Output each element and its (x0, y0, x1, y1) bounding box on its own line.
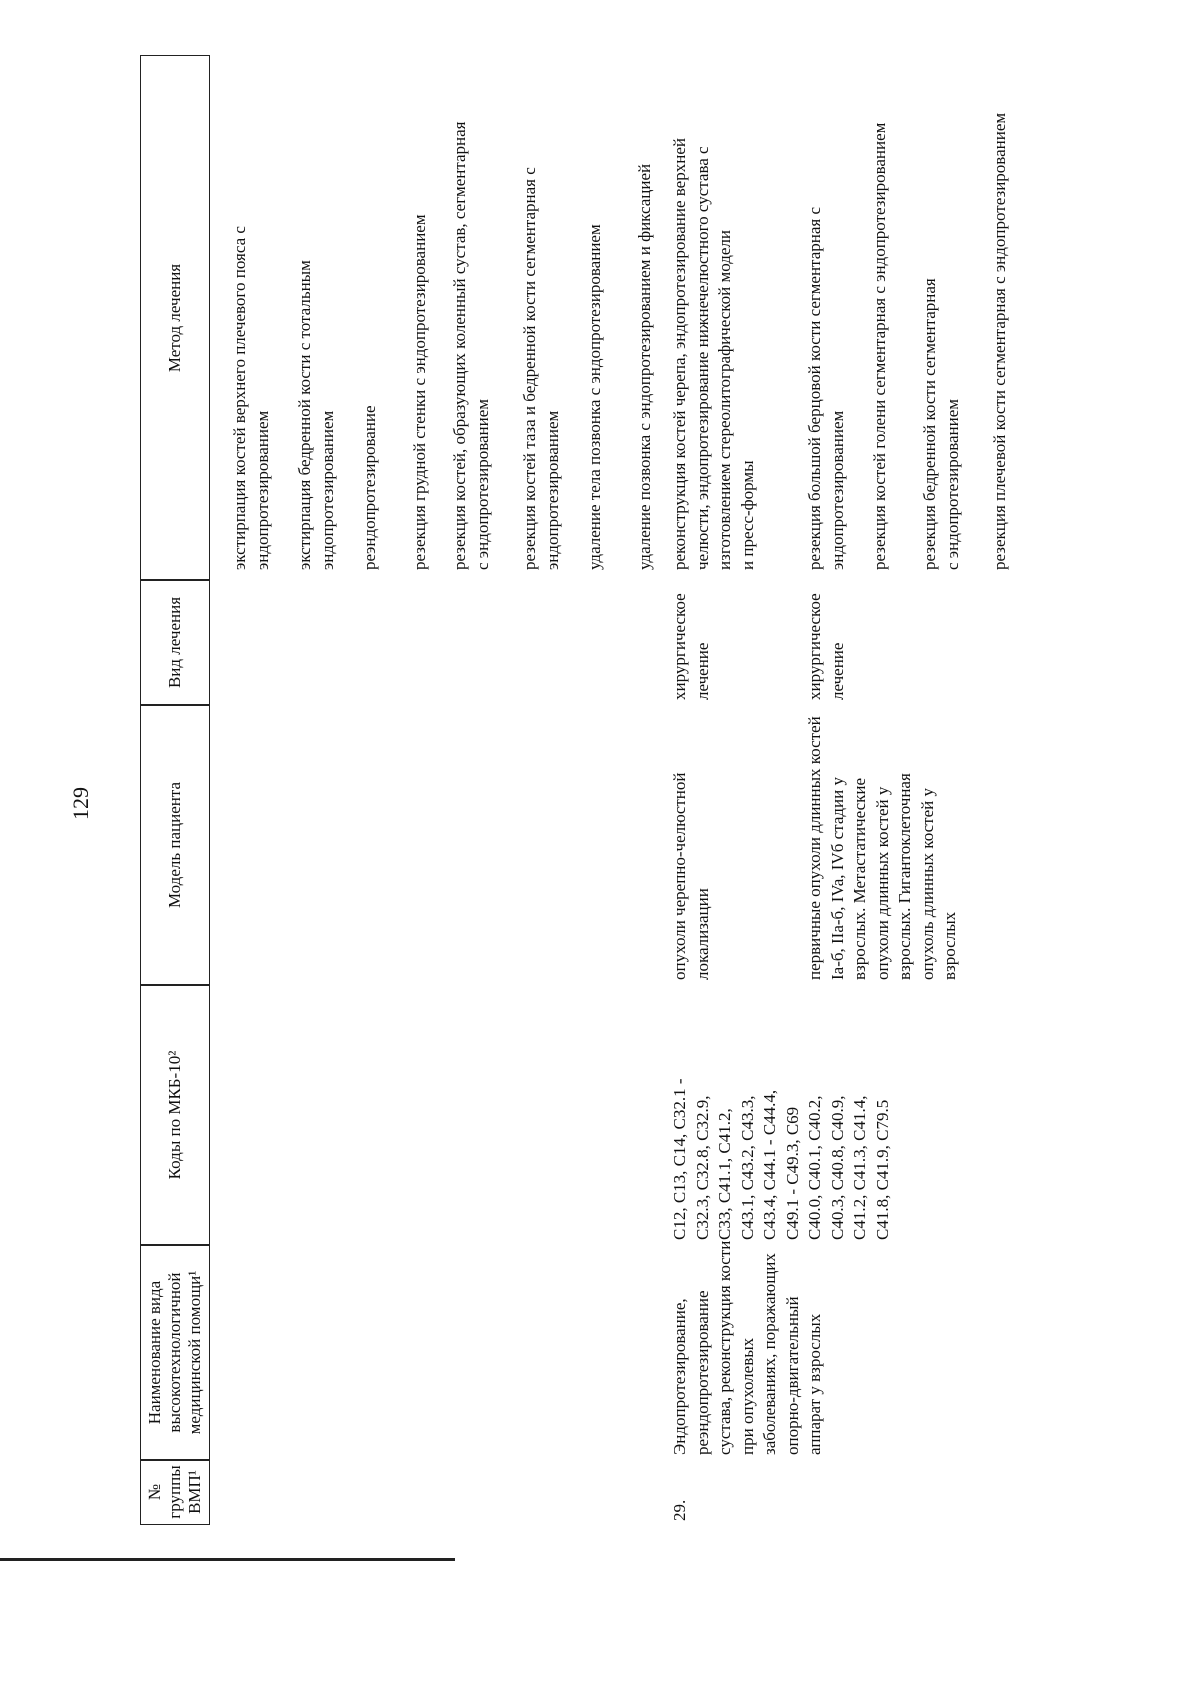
method-cell: резекция костей таза и бедренной кости сегментарная с эндопротезированием (520, 167, 562, 570)
method-cell: экстирпация костей верхнего плечевого пояса с эндопротезированием (230, 226, 272, 570)
model-cell: опухоли черепно-челюстной локализации (670, 772, 712, 980)
header-num: № группы ВМП¹ (140, 1459, 210, 1525)
method-cell: резекция большой берцовой кости сегментарная с эндопротезированием (805, 207, 847, 570)
method-cell: реконструкция костей черепа, эндопротезирование верхней челюсти, эндопротезирование нижнечелюстного сустава с изготовлением стереолитографической модели и пресс-формы (670, 138, 757, 570)
header-codes: Коды по МКБ-10² (140, 984, 210, 1246)
method-cell: экстирпация бедренной кости с тотальным эндопротезированием (295, 260, 337, 570)
method-cell: резекция бедренной кости сегментарная с эндопротезированием (920, 278, 962, 570)
method-cell: резекция плечевой кости сегментарная с эндопротезированием (990, 112, 1009, 570)
page-number: 129 (68, 787, 93, 820)
method-cell: резекция костей, образующих коленный сустав, сегментарная с эндопротезированием (450, 121, 492, 570)
method-cell: удаление тела позвонка с эндопротезированием (585, 224, 604, 570)
method-cell: реэндопротезирование (360, 405, 379, 570)
method-cell: резекция грудной стенки с эндопротезированием (410, 214, 429, 570)
header-method: Метод лечения (140, 55, 210, 581)
header-name: Наименование вида высокотехнологичной медицинской помощи¹ (140, 1244, 210, 1461)
group-name: Эндопротезирование, реэндопротезирование сустава, реконструкция кости при опухолевых заболеваниях, поражающих опорно-двигательный аппарат у взрослых (670, 1240, 824, 1455)
kind-cell: хирургическое лечение (805, 593, 847, 700)
codes-cell: C40.0, C40.1, C40.2, C40.3, C40.8, C40.9, C41.2, C41.3, C41.4, C41.8, C41.9, C79.5 (805, 1095, 892, 1240)
group-number: 29. (670, 1499, 689, 1521)
codes-cell: C12, C13, C14, C32.1 - C32.3, C32.8, C32.9, C33, C41.1, C41.2, C43.1, C43.2, C43.3, C43.4, C44.1 - C44.4, C49.1 - C49.3, C69 (670, 1078, 802, 1240)
method-cell: резекция костей голени сегментарная с эндопротезированием (870, 122, 889, 570)
header-kind: Вид лечения (140, 579, 210, 706)
model-cell: первичные опухоли длинных костей Ia-б, IIa-б, IVa, IVб стадии у взрослых. Метастатические опухоли длинных костей у взрослых. Гигантоклеточная опухоль длинных костей у взрослых (805, 716, 959, 980)
header-model: Модель пациента (140, 704, 210, 986)
kind-cell: хирургическое лечение (670, 593, 712, 700)
method-cell: удаление позвонка с эндопротезированием и фиксацией (635, 163, 654, 570)
